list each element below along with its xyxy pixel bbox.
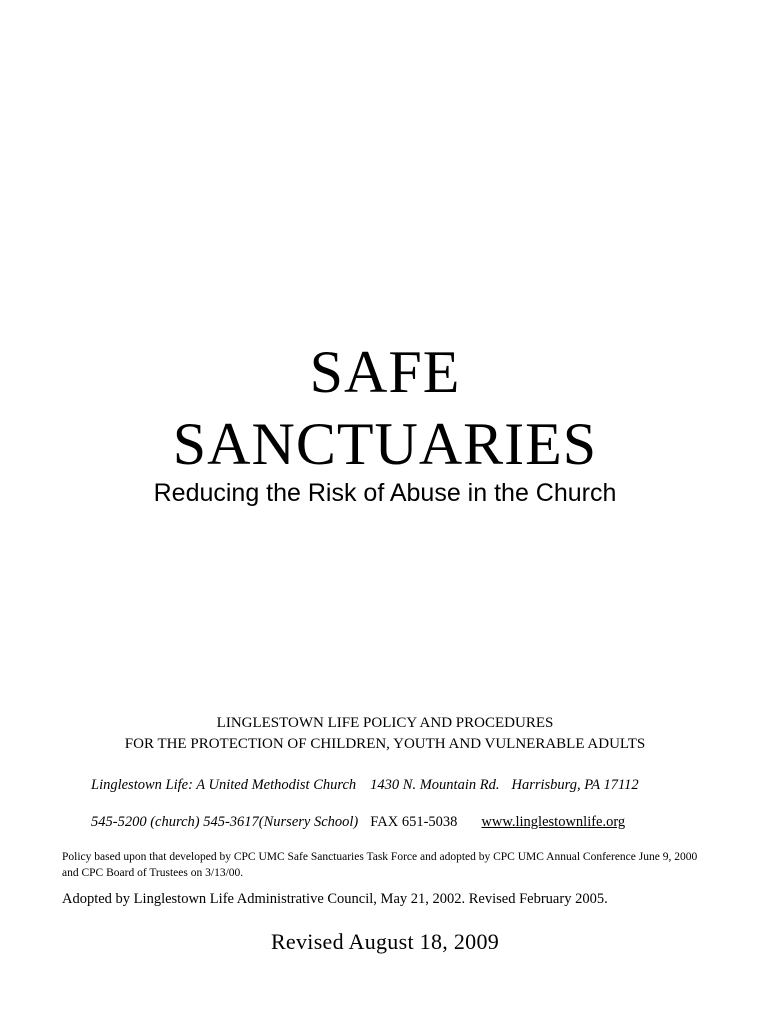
church-city: Harrisburg, PA 17112 xyxy=(511,777,639,793)
policy-heading-line-1: LINGLESTOWN LIFE POLICY AND PROCEDURES xyxy=(216,715,554,731)
revision-date: Revised August 18, 2009 xyxy=(270,929,500,954)
document-subtitle: Reducing the Risk of Abuse in the Church xyxy=(153,479,617,507)
website-link[interactable]: www.linglestownlife.org xyxy=(481,814,626,830)
church-name: Linglestown Life: A United Methodist Church xyxy=(91,777,357,793)
church-address-line xyxy=(91,775,639,795)
church-street: 1430 N. Mountain Rd. xyxy=(370,777,500,793)
fax-number: FAX 651-5038 xyxy=(370,814,458,830)
document-title-line-2: SANCTUARIES xyxy=(172,411,598,477)
phone-numbers: 545-5200 (church) 545-3617(Nursery School) xyxy=(91,814,359,830)
adoption-note: Adopted by Linglestown Life Administrative Council, May 21, 2002. Revised February 2005. xyxy=(62,891,608,907)
policy-heading-line-2: FOR THE PROTECTION OF CHILDREN, YOUTH AND VULNERABLE ADULTS xyxy=(124,736,646,752)
document-title-line-1: SAFE xyxy=(309,339,461,405)
policy-basis-note: Policy based upon that developed by CPC UMC Safe Sanctuaries Task Force and adopted by CPC UMC Annual Conference June 9, 2000 and CPC Board of Trustees on 3/13/00. xyxy=(62,851,698,879)
contact-line xyxy=(91,812,625,832)
